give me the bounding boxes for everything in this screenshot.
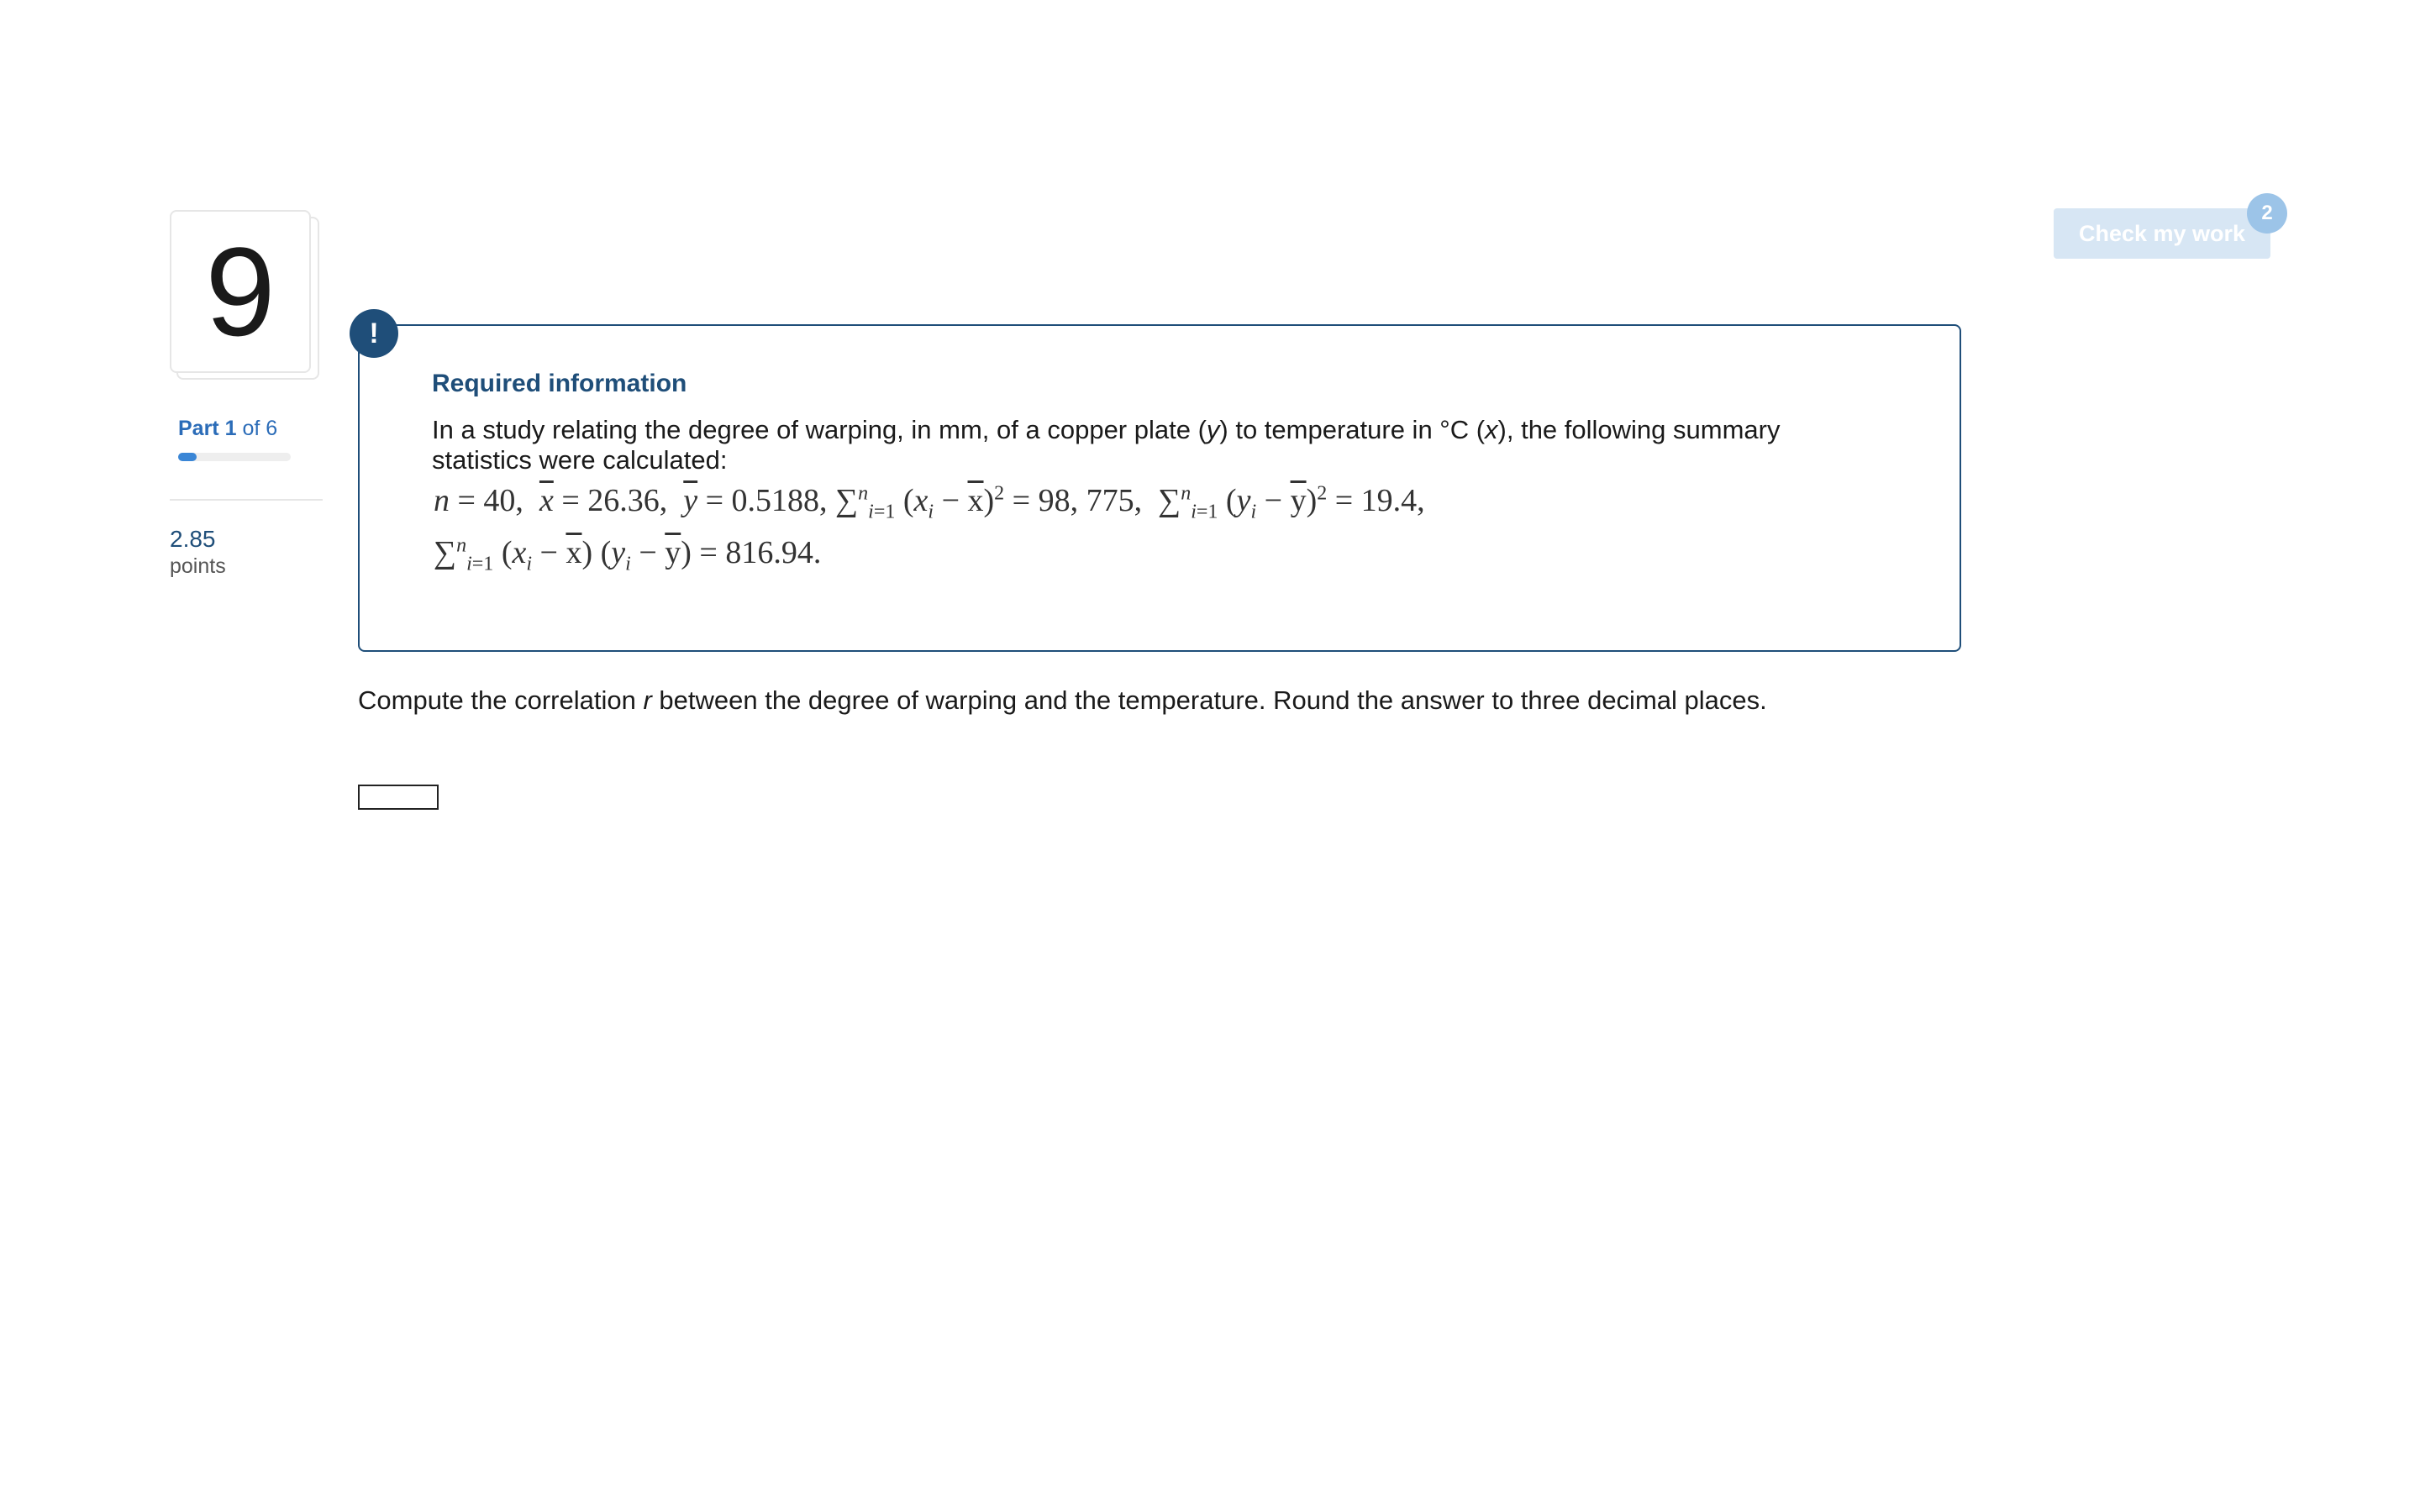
answer-input[interactable] [358,785,439,810]
xbar-value: = 26.36, [553,483,668,518]
check-attempts-badge: 2 [2247,193,2287,234]
ybar-value: = 0.5188, [697,483,828,518]
prompt-text-b: between the degree of warping and the temperature. Round the answer to three decimal places. [651,685,1767,715]
points-value: 2.85 [170,526,216,552]
summary-statistics-line-2 [434,534,821,576]
part-progress-fill [178,453,197,461]
sum-sxy-expression: ∑$^n_{i=1}$ $(x_i - \overline{x}) (y_i - \overline{y})$ [434,534,692,575]
sidebar-divider [170,499,323,501]
part-total: 6 [266,417,278,440]
syy-value: = 19.4, [1327,483,1425,518]
problem-text-b: ) to temperature in °C ( [1219,415,1486,444]
part-indicator [178,417,277,441]
alert-icon: ! [350,309,398,358]
n-value: = 40, [450,483,523,518]
check-my-work-button[interactable]: Check my work [2054,208,2270,259]
sxx-value: = 98, 775, [1004,483,1143,518]
question-number: 9 [170,210,311,373]
prompt-text-a: Compute the correlation [358,685,644,715]
part-label-word: Part [178,417,219,440]
part-current: 1 [224,417,237,440]
points-label: points [170,554,226,578]
problem-text-c: ), the following summary statistics were calculated: [432,415,1781,475]
sum-syy-expression: ∑$^n_{i=1}$ $(y_i - \overline{y})^2$ [1158,482,1328,523]
ybar-symbol: $\overline{y}$ [683,483,698,518]
problem-statement [432,415,1860,475]
question-prompt [358,685,1767,716]
problem-text-a: In a study relating the degree of warping, in mm, of a copper plate ( [432,415,1207,444]
var-y: y [1206,415,1220,444]
sum-sxx-expression: ∑$^n_{i=1}$ $(x_i - \overline{x})^2$ [835,482,1005,523]
required-information-title: Required information [432,370,687,397]
xbar-symbol: $\overline{x}$ [539,483,554,518]
var-r: r [643,685,652,715]
sxy-value: = 816.94. [691,535,822,570]
n-symbol: n [434,483,450,518]
summary-statistics-line-1 [434,482,1425,524]
part-of: of [242,417,260,440]
var-x: x [1485,415,1498,444]
